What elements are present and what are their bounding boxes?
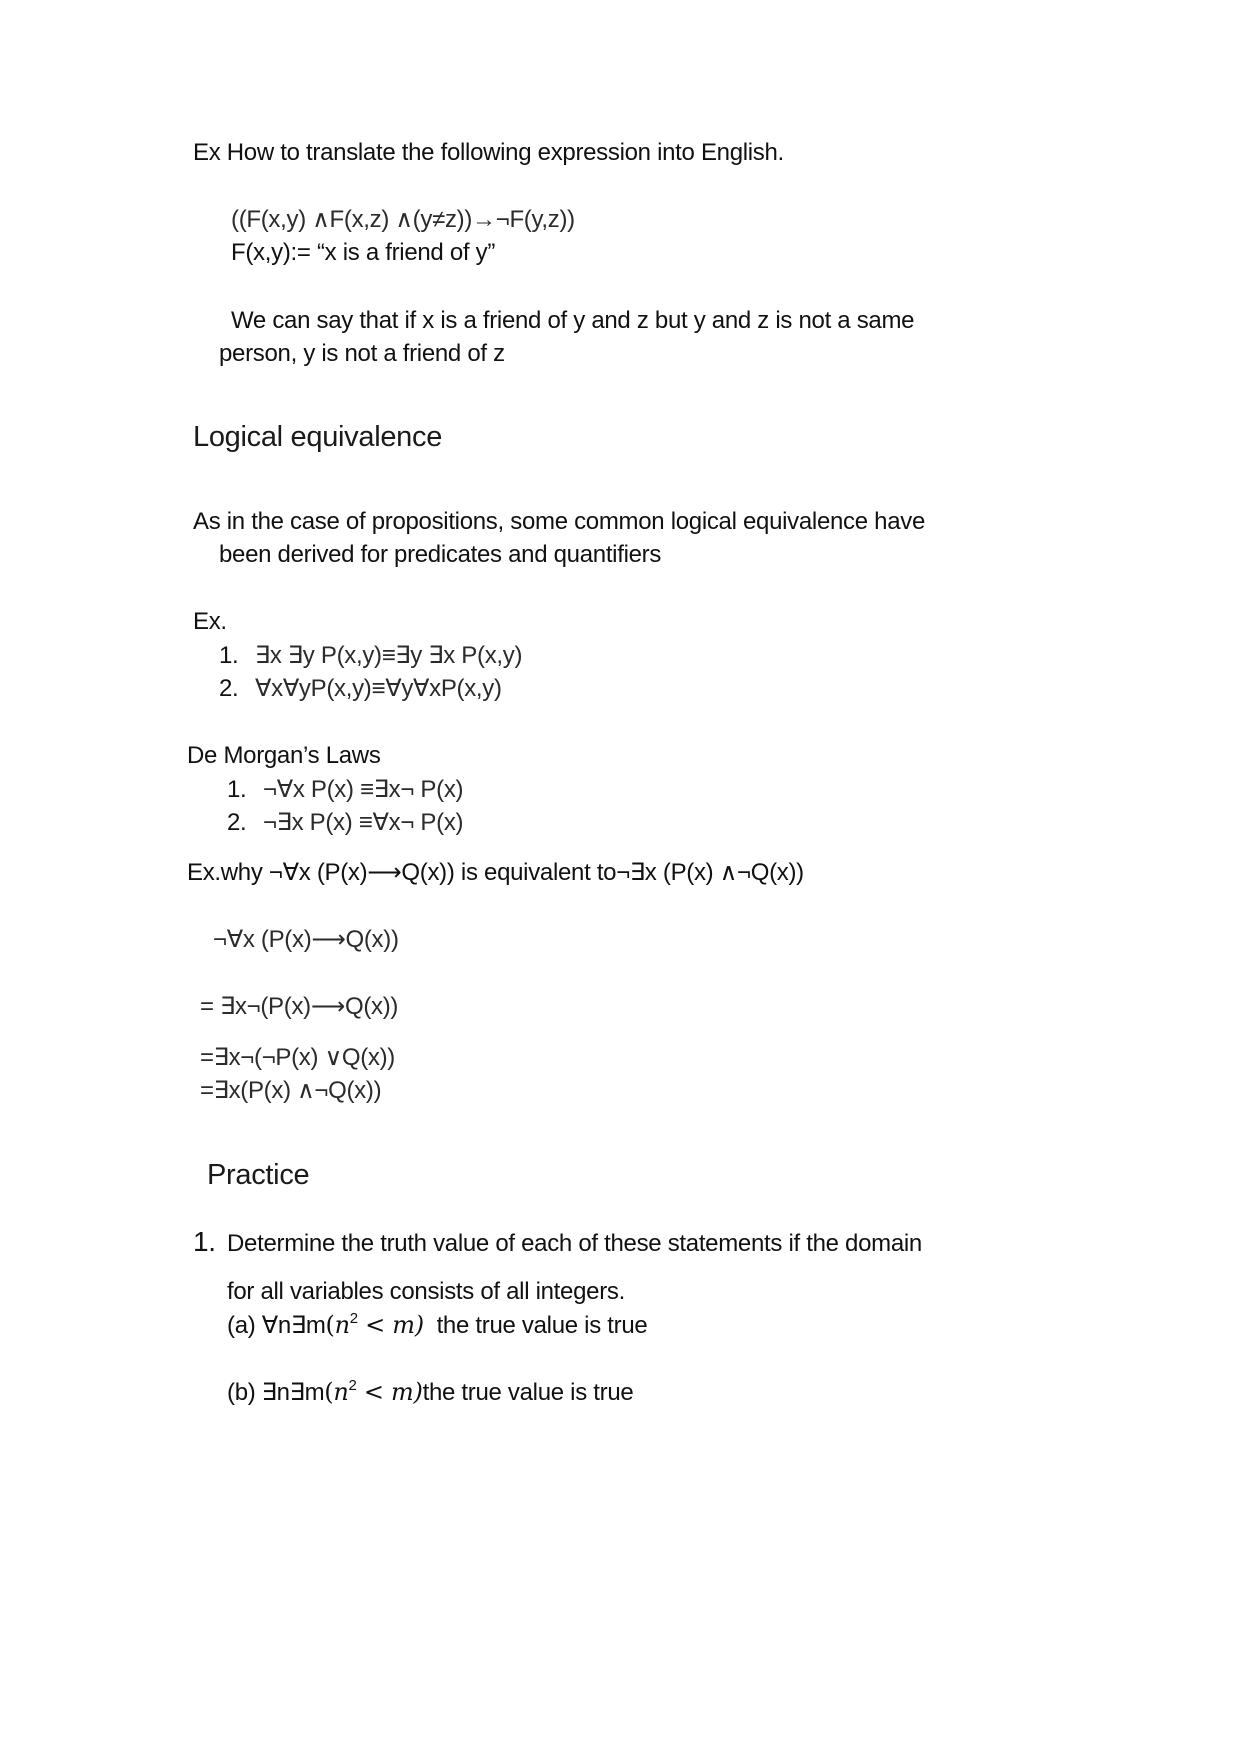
math-inequality: < m): [357, 1311, 424, 1339]
friend-definition: F(x,y):= “x is a friend of y”: [231, 239, 496, 266]
logical-equivalence-heading: Logical equivalence: [193, 421, 443, 453]
math-open-paren: (: [325, 1311, 335, 1339]
practice-question: [193, 1227, 922, 1259]
equivalence-item: [219, 674, 502, 704]
equivalence-ex-label: Ex.: [193, 608, 227, 635]
de-morgan-heading: De Morgan’s Laws: [187, 742, 381, 769]
math-variable: n: [334, 1311, 350, 1339]
example-intro: Ex How to translate the following expression into English.: [193, 139, 784, 166]
de-morgan-formula: ¬∀x P(x) ≡∃x¬ P(x): [263, 776, 464, 803]
derivation-step: =∃x¬(¬P(x) ∨Q(x)): [200, 1044, 395, 1071]
part-answer: the true value is true: [423, 1312, 648, 1339]
explanation-line-1: We can say that if x is a friend of y and z but y and z is not a same: [231, 307, 915, 334]
list-number: 1.: [219, 642, 239, 669]
example2-question: Ex.why ¬∀x (P(x)⟶Q(x)) is equivalent to¬∃x (P(x) ∧¬Q(x)): [187, 859, 804, 886]
math-exponent: 2: [349, 1310, 358, 1327]
question-text-line-2: for all variables consists of all integers.: [227, 1278, 625, 1305]
equivalence-formula: ∀x∀yP(x,y)≡∀y∀xP(x,y): [255, 675, 502, 702]
math-inequality: < m): [356, 1378, 423, 1406]
derivation-step: = ∃x¬(P(x)⟶Q(x)): [200, 993, 399, 1020]
practice-part-b: [227, 1377, 633, 1408]
de-morgan-item: [227, 808, 463, 838]
equivalence-intro-line-2: been derived for predicates and quantifiers: [219, 541, 662, 568]
derivation-step: ¬∀x (P(x)⟶Q(x)): [213, 926, 399, 953]
equivalence-item: [219, 641, 522, 671]
part-answer: the true value is true: [422, 1379, 634, 1406]
equivalence-formula: ∃x ∃y P(x,y)≡∃y ∃x P(x,y): [255, 642, 523, 669]
explanation-line-2: person, y is not a friend of z: [219, 340, 505, 367]
list-number: 1.: [227, 776, 247, 803]
de-morgan-item: [227, 775, 463, 805]
question-number: 1.: [193, 1226, 216, 1257]
equivalence-intro-line-1: As in the case of propositions, some common logical equivalence have: [193, 508, 926, 535]
math-exponent: 2: [348, 1377, 357, 1394]
de-morgan-formula: ¬∃x P(x) ≡∀x¬ P(x): [263, 809, 464, 836]
derivation-step: =∃x(P(x) ∧¬Q(x)): [200, 1077, 382, 1104]
part-label: (a) ∀n∃m: [227, 1312, 326, 1339]
question-text-line-1: Determine the truth value of each of these statements if the domain: [227, 1230, 922, 1257]
practice-heading: Practice: [207, 1159, 310, 1191]
math-open-paren: (: [324, 1378, 334, 1406]
list-number: 2.: [219, 675, 239, 702]
math-variable: n: [333, 1378, 349, 1406]
friend-expression: ((F(x,y) ∧F(x,z) ∧(y≠z))→¬F(y,z)): [231, 206, 575, 233]
part-label: (b) ∃n∃m: [227, 1379, 325, 1406]
practice-part-a: [227, 1310, 647, 1341]
list-number: 2.: [227, 809, 247, 836]
